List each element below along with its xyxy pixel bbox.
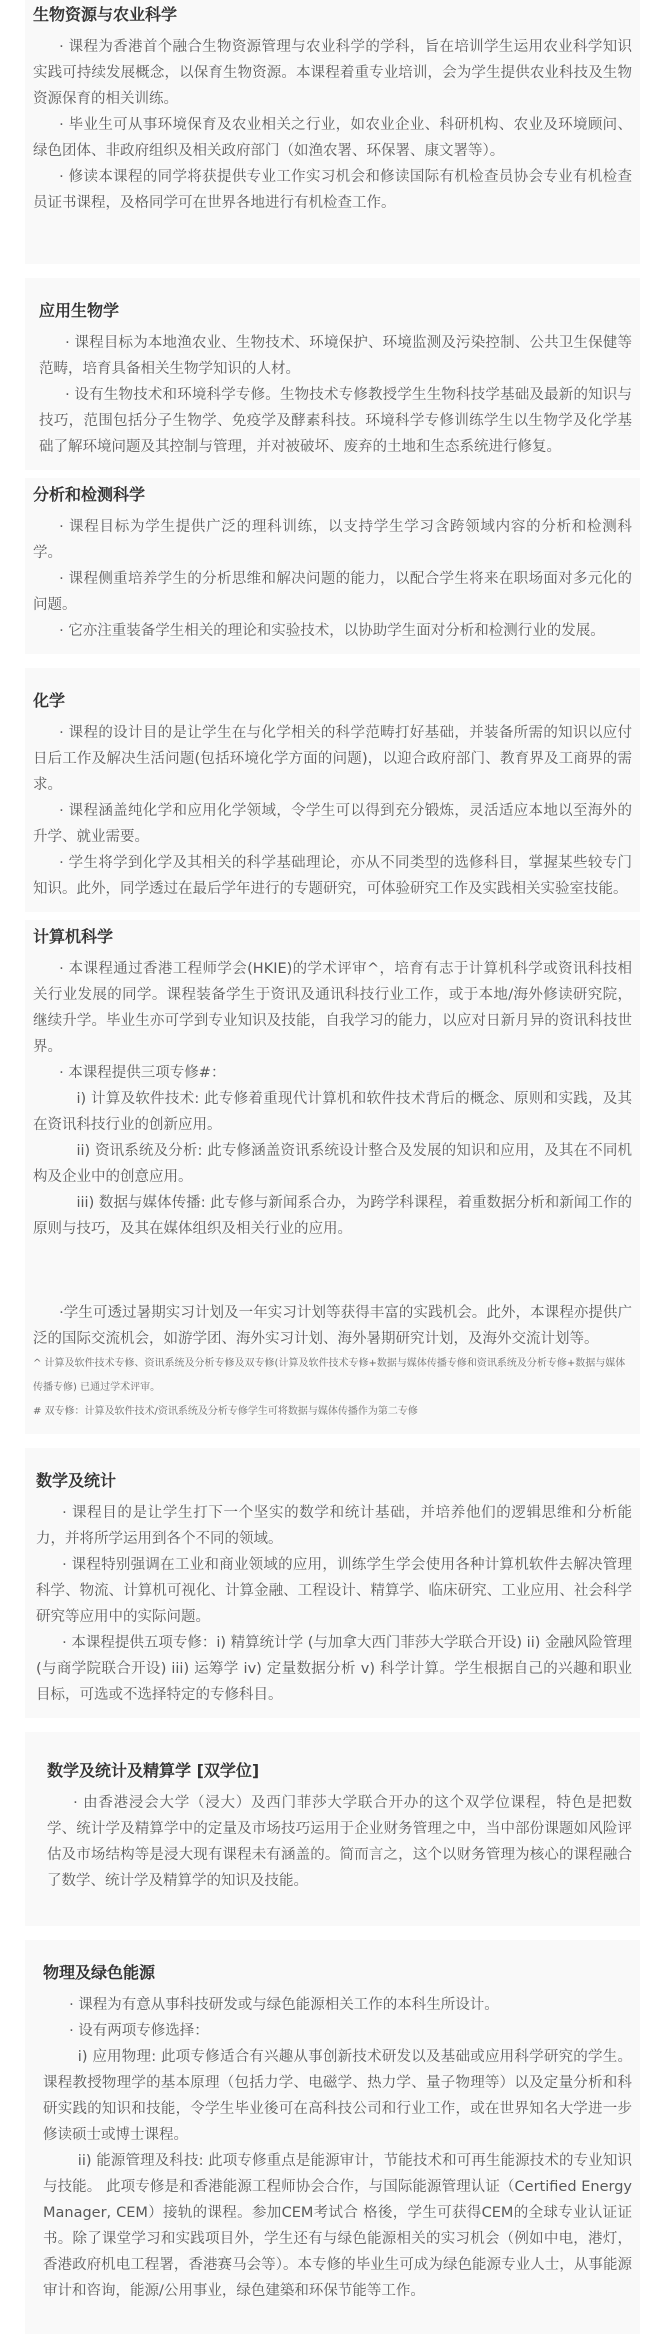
section-title: 数学及统计及精算学 [双学位] [47,1761,260,1780]
section-paragraph: · 设有生物技术和环境科学专修。生物技术专修教授学生生物科技学基础及最新的知识与技巧，范围包括分子生物学、免疫学及酵素科技。环境科学专修训练学生以生物学及化学基础了解环境问题及其控制与管理，并对被破坏、废弃的土地和生态系统进行修复。 [39,387,632,455]
specialization-item: i) 应用物理: 此项专修适合有兴趣从事创新技术研发以及基础或应用科学研究的学生。课程教授物理学的基本原理（包括力学、电磁学、热力学、量子物理等）以及定量分析和科研实践的知识和技能，令学生毕业後可在高科技公司和行业工作，或在世界知名大学进一步修读硕士或博士课程。 [43,2049,632,2143]
section-paragraph: ·学生可透过暑期实习计划及一年实习计划等获得丰富的实践机会。此外，本课程亦提供广泛的国际交流机会，如游学团、海外实习计划、海外暑期研究计划，及海外交流计划等。 [33,1305,632,1347]
section-title: 物理及绿色能源 [43,1963,156,1982]
section-paragraph: · 课程涵盖纯化学和应用化学领域，令学生可以得到充分锻炼，灵活适应本地以至海外的升学、就业需要。 [33,803,632,845]
section-paragraph: · 课程为香港首个融合生物资源管理与农业科学的学科，旨在培训学生运用农业科学知识实践可持续发展概念，以保育生物资源。本课程着重专业培训，会为学生提供农业科技及生物资源保育的相关训练。 [33,39,632,107]
section-paragraph: · 由香港浸会大学（浸大）及西门菲莎大学联合开办的这个双学位课程，特色是把数学、统计学及精算学中的定量及市场技巧运用于企业财务管理之中，当中部份课题如风险评估及市场结构等是浸大现有课程未有涵盖的。简而言之，这个以财务管理为核心的课程融合了数学、统计学及精算学的知识及技能。 [47,1795,632,1889]
section-title: 应用生物学 [39,301,120,320]
section-paragraph: · 本课程通过香港工程师学会(HKIE)的学术评审^，培育有志于计算机科学或资讯科技相关行业发展的同学。课程装备学生于资讯及通讯科技行业工作，或于本地/海外修读研究院，继续升学。毕业生亦可学到专业知识及技能，自我学习的能力，以应对日新月异的资讯科技世界。 [33,961,632,1055]
section-paragraph: · 课程目标为本地渔农业、生物技术、环境保护、环境监测及污染控制、公共卫生保健等范畴，培育具备相关生物学知识的人材。 [39,335,632,377]
section-title: 生物资源与农业科学 [33,5,178,24]
specialization-item: ii) 能源管理及科技: 此项专修重点是能源审计，节能技术和可再生能源技术的专业知识与技能。 此项专修是和香港能源工程师协会合作，与国际能源管理认证（Certified Energy Manager, CEM）接轨的课程。参加CEM考试合 格後，学生可获得CEM的全球专业认证证书。除了课堂学习和实践项目外，学生还有与绿色能源相关的实习机会（例如中电，港灯，香港政府机电工程署，香港赛马会等）。本专修的毕业生可成为绿色能源专业人士，从事能源审计和咨询，能源/公用事业，绿色建築和环保节能等工作。 [43,2153,632,2299]
section-paragraph: · 设有两项专修选择： [69,2023,209,2039]
section-paragraph: · 本课程提供三项专修#： [59,1065,226,1081]
footnote-accreditation: ^ 计算及软件技术专修、资讯系统及分析专修及双专修(计算及软件技术专修+数据与媒体传播专修和资讯系统及分析专修+数据与媒体传播专修) 已通过学术评审。 [33,1358,626,1393]
section-paragraph: · 课程侧重培养学生的分析思维和解决问题的能力，以配合学生将来在职场面对多元化的问题。 [33,571,632,613]
section-applied-biology [25,278,640,470]
specialization-item: ii) 资讯系统及分析: 此专修涵盖资讯系统设计整合及发展的知识和应用，及其在不同机构及企业中的创意应用。 [33,1143,632,1185]
section-analytical-testing-science [25,478,640,654]
section-title: 数学及统计 [36,1471,117,1490]
section-paragraph: · 它亦注重装备学生相关的理论和实验技术，以协助学生面对分析和检测行业的发展。 [59,623,605,639]
section-title: 化学 [33,691,66,710]
section-paragraph: · 课程特别强调在工业和商业领域的应用，训练学生学会使用各种计算机软件去解决管理科学、物流、计算机可视化、计算金融、工程设计、精算学、临床研究、工业应用、社会科学研究等应用中的实际问题。 [36,1557,632,1625]
section-mathematics-statistics [25,1448,640,1718]
section-math-stats-actuarial-double-degree [25,1732,640,1926]
specialization-item: i) 计算及软件技术: 此专修着重现代计算机和软件技术背后的概念、原则和实践，及其在资讯科技行业的创新应用。 [33,1091,632,1133]
section-paragraph: · 学生将学到化学及其相关的科学基础理论，亦从不同类型的选修科目，掌握某些较专门知识。此外，同学透过在最后学年进行的专题研究，可体验研究工作及实践相关实验室技能。 [33,855,632,897]
section-paragraph: · 课程目标为学生提供广泛的理科训练，以支持学生学习含跨领域内容的分析和检测科学。 [33,519,632,561]
section-title: 分析和检测科学 [33,485,146,504]
section-chemistry [25,668,640,912]
section-paragraph: · 课程目的是让学生打下一个坚实的数学和统计基础，并培养他们的逻辑思维和分析能力，并将所学运用到各个不同的领域。 [36,1505,632,1547]
footnote-double-major: # 双专修：计算及软件技术/资讯系统及分析专修学生可将数据与媒体传播作为第二专修 [33,1406,418,1417]
section-paragraph: · 毕业生可从事环境保育及农业相关之行业，如农业企业、科研机构、农业及环境顾问、绿色团体、非政府组织及相关政府部门（如渔农署、环保署、康文署等）。 [33,117,632,159]
section-computer-science [25,920,640,1434]
spacer [33,1258,632,1284]
section-physics-green-energy [25,1940,640,2334]
section-paragraph: · 修读本课程的同学将获提供专业工作实习机会和修读国际有机检查员协会专业有机检查员证书课程，及格同学可在世界各地进行有机检查工作。 [33,169,632,211]
section-paragraph: · 课程为有意从事科技研发或与绿色能源相关工作的本科生所设计。 [69,1997,499,2013]
specialization-item: iii) 数据与媒体传播: 此专修与新闻系合办，为跨学科课程，着重数据分析和新闻工作的原则与技巧，及其在媒体组织及相关行业的应用。 [33,1195,632,1237]
section-bioresource-agriculture [25,0,640,264]
section-title: 计算机科学 [33,927,114,946]
section-paragraph: · 课程的设计目的是让学生在与化学相关的科学范畴打好基础，并装备所需的知识以应付日后工作及解决生活问题(包括环境化学方面的问题)，以迎合政府部门、教育界及工商界的需求。 [33,725,632,793]
section-paragraph: · 本课程提供五项专修：i) 精算统计学 (与加拿大西门菲莎大学联合开设) ii) 金融风险管理 (与商学院联合开设) iii) 运筹学 iv) 定量数据分析 v) 科学计算。学生根据自己的兴趣和职业目标，可选或不选择特定的专修科目。 [36,1635,632,1703]
